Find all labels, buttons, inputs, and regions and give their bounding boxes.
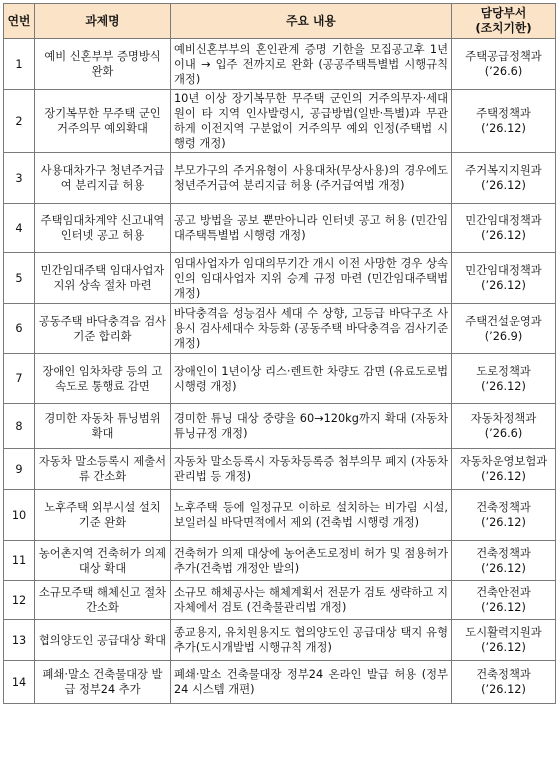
dept-cell [452, 304, 556, 354]
deadline: (’26.12) [481, 379, 526, 393]
task-content: 장애인이 1년이상 리스·렌트한 차량도 감면 (유료도로법 시행령 개정) [171, 354, 452, 404]
task-content: 10년 이상 장기복무한 무주택 군인의 거주의무자·세대원이 타 지역 인사발령시, 공급방법(일반·특별)과 무관하게 이전지역 구분없이 거주의무 예외 인정(주택법 시행령 개정) [171, 90, 452, 153]
table-row [4, 620, 556, 661]
task-content: 경미한 튜닝 대상 중량을 60→120kg까지 확대 (자동차 튜닝규정 개정) [171, 404, 452, 449]
row-number: 3 [4, 153, 35, 204]
task-content: 노후주택 등에 일정규모 이하로 설치하는 비가림 시설, 보일러실 바닥면적에서 제외 (건축법 시행령 개정) [171, 490, 452, 541]
task-title: 소규모주택 해체신고 절차 간소화 [35, 581, 171, 620]
department-name: 민간임대정책과 [465, 214, 542, 227]
dept-cell [452, 449, 556, 490]
task-content: 공고 방법을 공보 뿐만아니라 인터넷 공고 허용 (민간임대주택특별법 시행령 개정) [171, 204, 452, 253]
policy-task-table [3, 3, 556, 704]
task-title: 경미한 자동차 튜닝범위 확대 [35, 404, 171, 449]
department-name: 도로정책과 [476, 364, 531, 378]
row-number: 13 [4, 620, 35, 661]
header-deadline-label: (조치기한) [475, 21, 532, 35]
table-row [4, 354, 556, 404]
deadline: (’26.12) [481, 229, 526, 242]
row-number: 10 [4, 490, 35, 541]
table-row [4, 153, 556, 204]
row-number: 8 [4, 404, 35, 449]
task-title: 민간임대주택 임대사업자 지위 상속 절차 마련 [35, 253, 171, 304]
header-title: 과제명 [35, 4, 171, 39]
department-name: 주택공급정책과 [465, 50, 542, 63]
row-number: 5 [4, 253, 35, 304]
task-content: 소규모 해체공사는 해체계획서 전문가 검토 생략하고 지자체에서 검토 (건축물관리법 개정) [171, 581, 452, 620]
task-content: 부모가구의 주거유형이 사용대차(무상사용)의 경우에도 청년주거급여 분리지급 허용 (주거급여법 개정) [171, 153, 452, 204]
task-title: 주택임대차계약 신고내역 인터넷 공고 허용 [35, 204, 171, 253]
task-title: 장애인 임차차량 등의 고속도로 통행료 감면 [35, 354, 171, 404]
task-title: 예비 신혼부부 증명방식 완화 [35, 39, 171, 90]
table-row [4, 490, 556, 541]
dept-cell [452, 620, 556, 661]
dept-cell [452, 661, 556, 704]
task-content: 폐쇄·말소 건축물대장 정부24 온라인 발급 허용 (정부24 시스템 개편) [171, 661, 452, 704]
task-content: 임대사업자가 임대의무기간 개시 이전 사망한 경우 상속인의 임대사업자 지위 승계 규정 마련 (민간임대주택법 개정) [171, 253, 452, 304]
table-row [4, 39, 556, 90]
department-name: 주택정책과 [476, 107, 531, 120]
task-content: 바닥충격음 성능검사 세대 수 상향, 고등급 바닥구조 사용시 검사세대수 차등화 (공동주택 바닥충격음 검사기준 개정) [171, 304, 452, 354]
header-content: 주요 내용 [171, 4, 452, 39]
deadline: (’26.12) [481, 179, 526, 192]
row-number: 7 [4, 354, 35, 404]
table-row [4, 90, 556, 153]
row-number: 6 [4, 304, 35, 354]
department-name: 자동차운영보험과 [459, 455, 548, 468]
department-name: 민간임대정책과 [465, 264, 542, 277]
dept-cell [452, 39, 556, 90]
table-row [4, 304, 556, 354]
deadline: (’26.12) [481, 122, 526, 135]
row-number: 4 [4, 204, 35, 253]
table-row [4, 253, 556, 304]
dept-cell [452, 404, 556, 449]
task-title: 공동주택 바닥충격음 검사기준 합리화 [35, 304, 171, 354]
task-title: 장기복무한 무주택 군인 거주의무 예외확대 [35, 90, 171, 153]
table-row [4, 404, 556, 449]
header-no: 연번 [4, 4, 35, 39]
row-number: 11 [4, 541, 35, 581]
table-header-row [4, 4, 556, 39]
dept-cell [452, 541, 556, 581]
deadline: (’26.12) [481, 601, 526, 614]
table-row [4, 581, 556, 620]
department-name: 건축정책과 [476, 668, 531, 681]
table-row [4, 661, 556, 704]
row-number: 1 [4, 39, 35, 90]
task-title: 폐쇄·말소 건축물대장 발급 정부24 추가 [35, 661, 171, 704]
task-content: 자동차 말소등록시 자동차등록증 첨부의무 폐지 (자동차관리법 등 개정) [171, 449, 452, 490]
deadline: (’26.12) [481, 561, 526, 575]
task-title: 사용대차가구 청년주거급여 분리지급 허용 [35, 153, 171, 204]
row-number: 2 [4, 90, 35, 153]
task-title: 협의양도인 공급대상 확대 [35, 620, 171, 661]
task-content: 종교용지, 유치원용지도 협의양도인 공급대상 택지 유형 추가(도시개발법 시행규칙 개정) [171, 620, 452, 661]
row-number: 9 [4, 449, 35, 490]
deadline: (’26.12) [481, 683, 526, 696]
dept-cell [452, 490, 556, 541]
deadline: (’26.12) [481, 470, 526, 483]
deadline: (’26.9) [484, 329, 523, 343]
task-title: 농어촌지역 건축허가 의제대상 확대 [35, 541, 171, 581]
task-title: 노후주택 외부시설 설치 기준 완화 [35, 490, 171, 541]
department-name: 주거복지지원과 [465, 164, 542, 177]
dept-cell [452, 581, 556, 620]
table-row [4, 541, 556, 581]
deadline: (’26.12) [481, 279, 526, 292]
dept-cell [452, 204, 556, 253]
row-number: 14 [4, 661, 35, 704]
department-name: 건축안전과 [476, 586, 531, 599]
dept-cell [452, 153, 556, 204]
dept-cell [452, 253, 556, 304]
table-row [4, 204, 556, 253]
task-title: 자동차 말소등록시 제출서류 간소화 [35, 449, 171, 490]
deadline: (’26.12) [481, 641, 526, 654]
policy-table-container [3, 3, 555, 704]
deadline: (’26.6) [484, 65, 523, 78]
task-content: 건축허가 의제 대상에 농어촌도로정비 허가 및 점용허가 추가(건축법 개정안 발의) [171, 541, 452, 581]
department-name: 도시활력지원과 [465, 626, 542, 639]
dept-cell [452, 354, 556, 404]
task-content: 예비신혼부부의 혼인관계 증명 기한을 모집공고후 1년이내 → 입주 전까지로 완화 (공공주택특별법 시행규칙 개정) [171, 39, 452, 90]
department-name: 주택건설운영과 [465, 314, 542, 328]
deadline: (’26.6) [484, 427, 523, 440]
dept-cell [452, 90, 556, 153]
row-number: 12 [4, 581, 35, 620]
table-row [4, 449, 556, 490]
department-name: 건축정책과 [476, 501, 531, 514]
department-name: 건축정책과 [476, 546, 531, 560]
header-dept-label: 담당부서 [480, 6, 527, 20]
header-dept [452, 4, 556, 39]
deadline: (’26.12) [481, 516, 526, 529]
department-name: 자동차정책과 [470, 412, 537, 425]
